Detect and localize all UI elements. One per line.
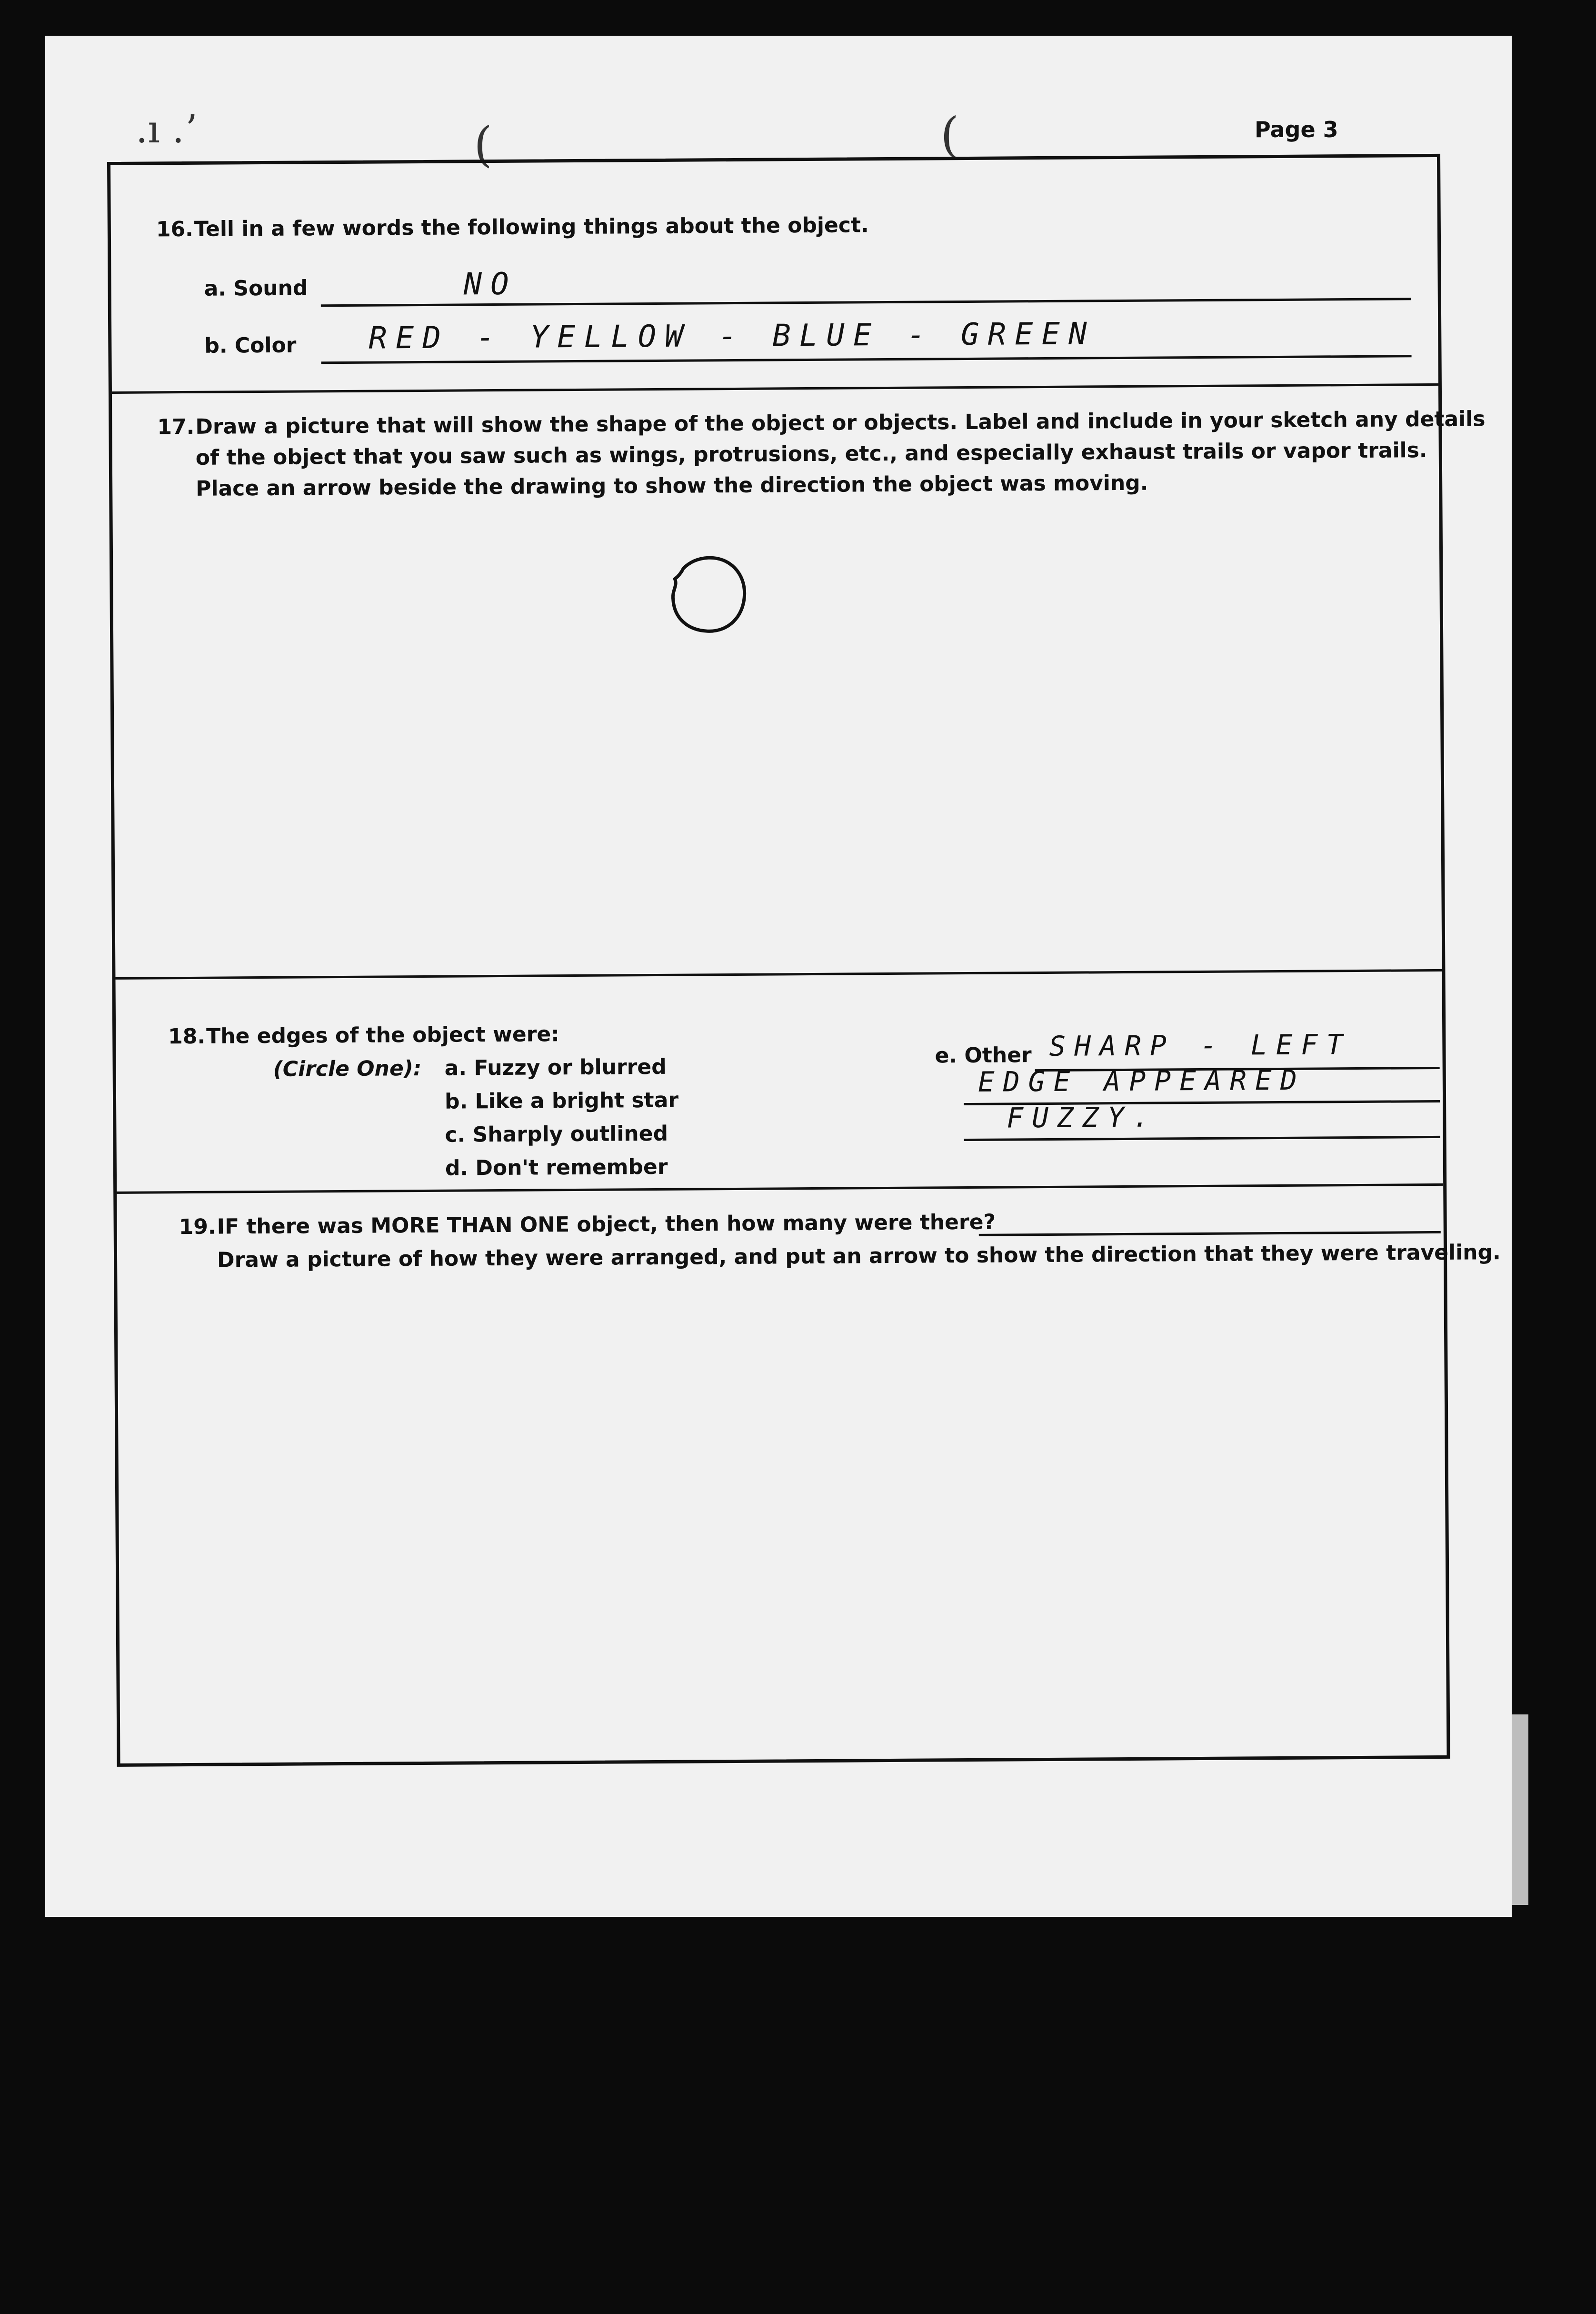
option-b: b. Like a bright star: [444, 1088, 679, 1114]
question-17-line-3: Place an arrow beside the drawing to show the direction the object was moving.: [196, 471, 1148, 501]
option-a: a. Fuzzy or blurred: [444, 1054, 667, 1081]
color-label: b. Color: [204, 333, 297, 358]
option-c: c. Sharply outlined: [445, 1121, 668, 1147]
question-text: Draw a picture that will show the shape of the object or objects. Label and include in your sketch any details: [195, 407, 1486, 439]
question-19-line-2: Draw a picture of how they were arranged, and put an arrow to show the direction that they were traveling.: [217, 1240, 1501, 1272]
other-answer-line-2-text: EDGE APPEARED: [978, 1063, 1306, 1098]
question-18: [115, 972, 1443, 1194]
question-text: IF there was MORE THAN ONE object, then how many were there?: [217, 1210, 996, 1239]
question-19-line-1: [179, 1210, 996, 1239]
page-number: Page 3: [1255, 117, 1338, 142]
count-answer-line: [979, 1231, 1441, 1236]
form-page: [45, 36, 1512, 1917]
question-text: Tell in a few words the following things about the object.: [194, 213, 869, 241]
question-18-text: [168, 1022, 559, 1049]
circle-one-label: (Circle One):: [273, 1056, 422, 1082]
question-17-line-2: of the object that you saw such as wings, protrusions, etc., and especially exhaust trails or vapor trails.: [195, 438, 1427, 470]
other-answer-line-3: [964, 1136, 1440, 1141]
question-number: 19.: [179, 1214, 216, 1240]
question-16-text: [156, 213, 869, 241]
question-number: 18.: [168, 1024, 206, 1049]
question-16: [110, 157, 1438, 394]
question-19: [117, 1186, 1501, 1765]
questionnaire-form: [107, 154, 1501, 1767]
scan-marks: .ı .ʼ: [136, 107, 197, 151]
option-d: d. Don't remember: [445, 1154, 668, 1181]
color-answer-line: [321, 355, 1412, 364]
question-number: 17.: [157, 414, 195, 440]
scan-mark-paren: (: [940, 107, 959, 163]
other-answer-line-1-text: SHARP - LEFT: [1049, 1028, 1352, 1062]
color-answer: RED - YELLOW - BLUE - GREEN: [369, 316, 1096, 356]
scan-mark-paren: (: [474, 117, 493, 172]
question-17-line-1: [157, 407, 1485, 439]
other-answer-line-3-text: FUZZY.: [1007, 1101, 1158, 1134]
sound-answer: NO: [463, 266, 518, 302]
option-e-other-label: e. Other: [935, 1043, 1032, 1068]
question-number: 16.: [156, 217, 193, 242]
object-sketch-circle: [660, 547, 756, 643]
sound-label: a. Sound: [204, 276, 308, 301]
question-text: The edges of the object were:: [206, 1022, 559, 1049]
question-17: [112, 386, 1486, 980]
